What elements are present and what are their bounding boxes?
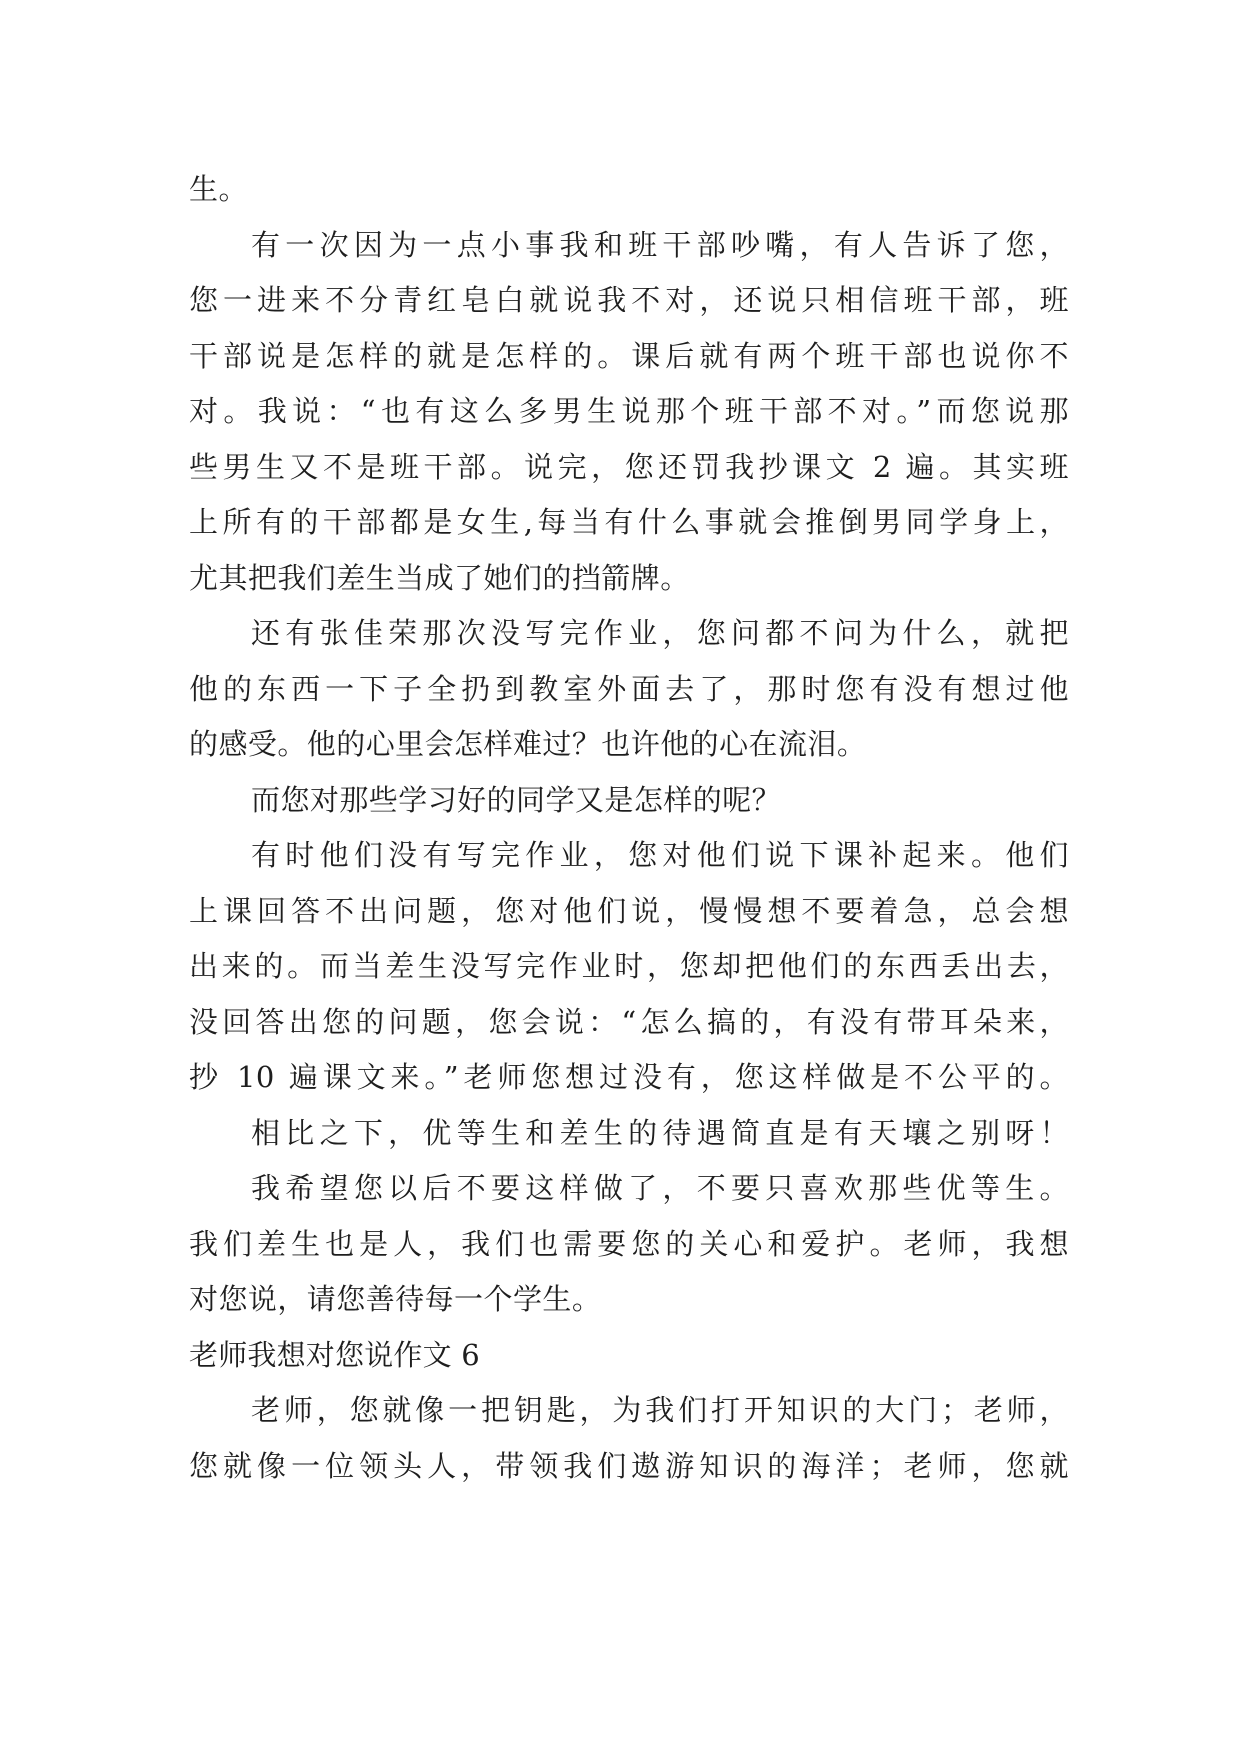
text-line: 有一次因为一点小事我和班干部吵嘴，有人告诉了您，: [251, 227, 1069, 262]
section-heading: 老师我想对您说作文 6: [189, 1337, 480, 1372]
text-line: 有时他们没有写完作业，您对他们说下课补起来。他们: [251, 838, 1069, 872]
text-line: 出来的。而当差生没写完作业时，您却把他们的东西丢出去，: [189, 949, 1069, 983]
text-line: 对。我说：“也有这么多男生说那个班干部不对。”而您说那: [189, 394, 1069, 428]
text-line: 您就像一位领头人，带领我们遨游知识的海洋；老师，您就: [189, 1448, 1069, 1483]
document-body: [189, 162, 1069, 1494]
text-line: 他的东西一下子全扔到教室外面去了，那时您有没有想过他: [189, 671, 1069, 706]
text-line: 而您对那些学习好的同学又是怎样的呢？: [251, 782, 782, 817]
text-line: 还有张佳荣那次没写完作业，您问都不问为什么，就把: [251, 616, 1069, 650]
text-line: 的感受。他的心里会怎样难过？也许他的心在流泪。: [189, 727, 867, 761]
text-line: 生。: [189, 172, 248, 206]
text-line: 老师，您就像一把钥匙，为我们打开知识的大门；老师，: [251, 1393, 1069, 1427]
text-line: 您一进来不分青红皂白就说我不对，还说只相信班干部，班: [189, 283, 1069, 317]
text-line: 些男生又不是班干部。说完，您还罚我抄课文 2 遍。其实班: [189, 449, 1069, 484]
text-line: 抄 10 遍课文来。”老师您想过没有，您这样做是不公平的。: [189, 1060, 1069, 1094]
text-line: 没回答出您的问题，您会说：“怎么搞的，有没有带耳朵来，: [189, 1004, 1069, 1039]
text-line: 我希望您以后不要这样做了，不要只喜欢那些优等生。: [251, 1171, 1069, 1205]
text-line: 上所有的干部都是女生,每当有什么事就会推倒男同学身上，: [189, 505, 1069, 539]
text-line: 尤其把我们差生当成了她们的挡箭牌。: [189, 560, 690, 595]
text-line: 对您说，请您善待每一个学生。: [189, 1282, 602, 1316]
text-line: 相比之下，优等生和差生的待遇简直是有天壤之别呀！: [251, 1115, 1069, 1150]
text-line: 上课回答不出问题，您对他们说，慢慢想不要着急，总会想: [189, 893, 1069, 928]
text-line: 我们差生也是人，我们也需要您的关心和爱护。老师，我想: [189, 1226, 1069, 1261]
text-line: 干部说是怎样的就是怎样的。课后就有两个班干部也说你不: [189, 338, 1069, 373]
